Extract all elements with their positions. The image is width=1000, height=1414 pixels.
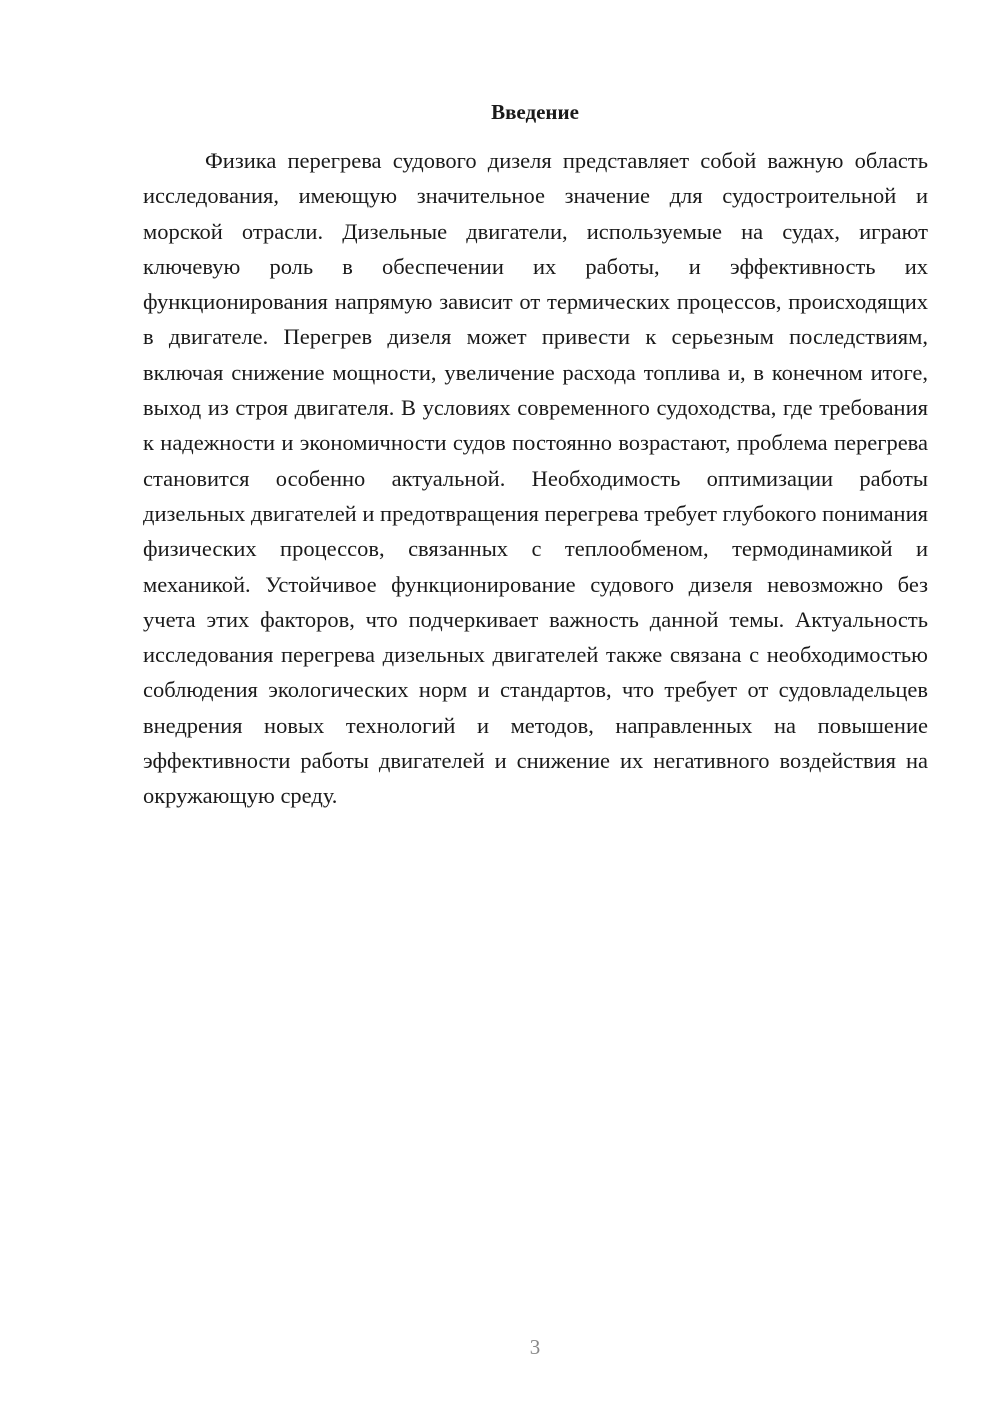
section-heading: Введение <box>491 100 579 124</box>
body-paragraph: Физика перегрева судового дизеля представляет собой важную область исследования, имеющую значительное значение для судостроительной и морской отрасли. Дизельные двигатели, используемые на судах, играют ключевую роль в обеспечении их работы, и эффективность их функционирования напрямую зависит от термических процессов, происходящих в двигателе. Перегрев дизеля может привести к серьезным последствиям, включая снижение мощности, увеличение расхода топлива и, в конечном итоге, выход из строя двигателя. В условиях современного судоходства, где требования к надежности и экономичности судов постоянно возрастают, проблема перегрева становится особенно актуальной. Необходимость оптимизации работы дизельных двигателей и предотвращения перегрева требует глубокого понимания физических процессов, связанных с теплообменом, термодинамикой и механикой. Устойчивое функционирование судового дизеля невозможно без учета этих факторов, что подчеркивает важность данной темы. Актуальность исследования перегрева дизельных двигателей также связана с необходимостью соблюдения экологических норм и стандартов, что требует от судовладельцев внедрения новых технологий и методов, направленных на повышение эффективности работы двигателей и снижение их негативного воздействия на окружающую среду. <box>143 148 928 809</box>
page-number: 3 <box>529 1335 541 1359</box>
